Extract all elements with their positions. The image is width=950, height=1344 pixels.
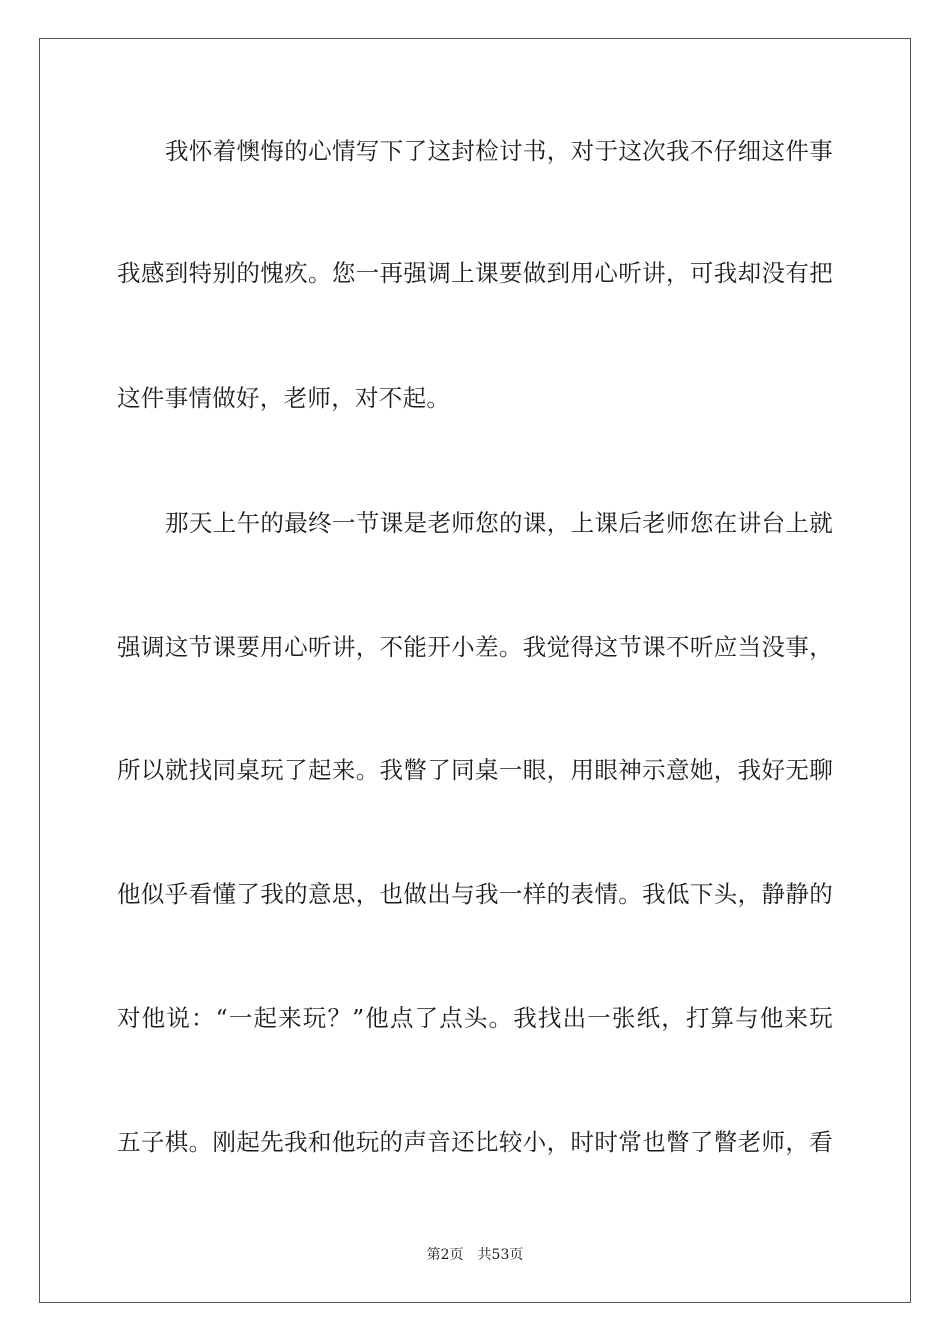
text-line-2: 我感到特别的愧疚。您一再强调上课要做到用心听讲，可我却没有把 bbox=[117, 259, 833, 287]
text-line-3: 这件事情做好，老师，对不起。 bbox=[117, 384, 451, 412]
page-number: 第2页 bbox=[426, 1247, 464, 1263]
page-footer bbox=[0, 1245, 950, 1265]
text-line-7: 他似乎看懂了我的意思，也做出与我一样的表情。我低下头，静静的 bbox=[117, 880, 833, 908]
text-line-1: 我怀着懊悔的心情写下了这封检讨书，对于这次我不仔细这件事 bbox=[165, 137, 833, 165]
text-line-6: 所以就找同桌玩了起来。我瞥了同桌一眼，用眼神示意她，我好无聊 bbox=[117, 756, 833, 784]
text-line-8: 对他说：“一起来玩？”他点了点头。我找出一张纸，打算与他来玩 bbox=[117, 1004, 833, 1032]
text-line-9: 五子棋。刚起先我和他玩的声音还比较小，时时常也瞥了瞥老师，看 bbox=[117, 1128, 833, 1156]
page-border bbox=[39, 38, 911, 1303]
text-line-5: 强调这节课要用心听讲，不能开小差。我觉得这节课不听应当没事， bbox=[117, 633, 833, 661]
page-total: 共53页 bbox=[477, 1247, 524, 1263]
text-line-4: 那天上午的最终一节课是老师您的课，上课后老师您在讲台上就 bbox=[165, 509, 833, 537]
